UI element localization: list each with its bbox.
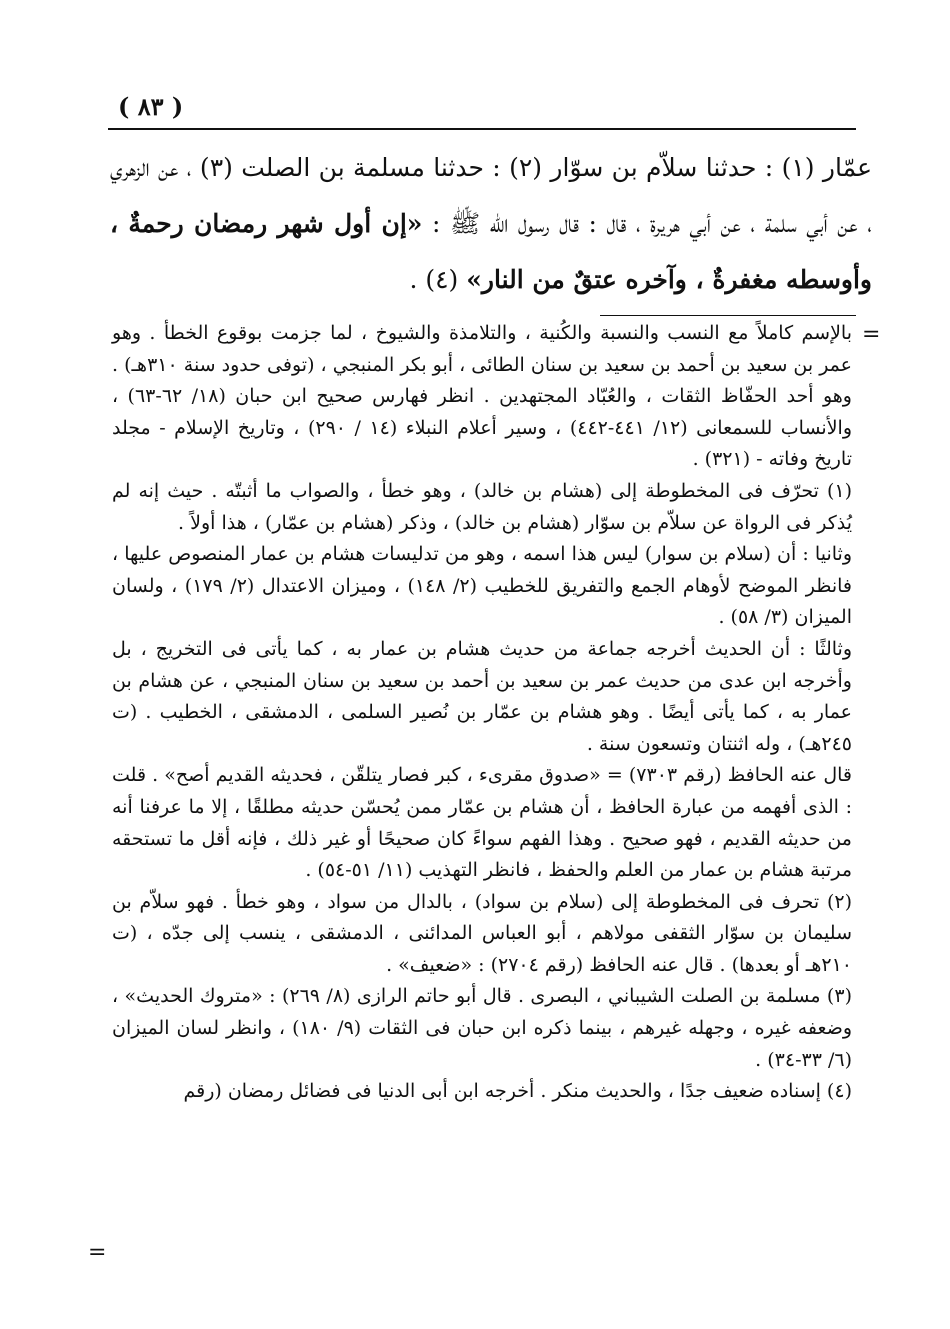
continues-next-page-mark: = — [88, 1240, 107, 1265]
footnote-continuation: بالإسم كاملاً مع النسب والنسبة والكُنية ، والتلامذة والشيوخ ، لما جزمت بوقوع الخطأ . وهو عمر بن سعيد بن أحمد بن سعيد بن سنان الطائى ، أبو بكر المنبجي ، (توفى حدود سنة ٣١٠هـ) . وهو أحد الحفّاظ الثقات ، والعُبّاد المجتهدين . انظر فهارس صحيح ابن حبان (١٨/ ٦٢-٦٣) ، والأنساب للسمعانى (١٢/ ٤٤١-٤٤٢) ، وسير أعلام النبلاء (١٤ / ٢٩٠) ، وتاريخ الإسلام - مجلد تاريخ وفاته - (٣٢١) . — [112, 322, 853, 471]
footnote-1-second: وثانيا : أن (سلام بن سوار) ليس هذا اسمه ، وهو من تدليسات هشام بن عمار المنصوص عليها ، فانظر الموضح لأوهام الجمع والتفريق للخطيب (٢/ ١٤٨) ، وميزان الاعتدال (٢/ ١٧٩) ، ولسان الميزان (٣/ ٥٨) . — [112, 543, 852, 629]
footnotes — [112, 318, 852, 1108]
footnote-2: (٢) تحرف فى المخطوطة إلى (سلام بن سواد) ، بالدال من سواد ، وهو خطأ . فهو سلاّم بن سليمان بن سوّار الثقفى مولاهم ، أبو العباس المدائنى ، الدمشقى ، ينسب إلى جدّه ، (ت ٢١٠هـ أو بعدها) . قال عنه الحافظ (رقم ٢٧٠٤) : «ضعيف» . — [112, 890, 852, 976]
main-paragraph — [110, 140, 872, 308]
footnote-4: (٤) إسناده ضعيف جدًا ، والحديث منكر . أخرجه ابن أبى الدنيا فى فضائل رمضان (رقم — [183, 1080, 852, 1103]
header-rule — [108, 128, 856, 130]
footnote-rule — [600, 315, 856, 316]
continued-from-previous-mark: = — [862, 322, 881, 347]
footnote-3: (٣) مسلمة بن الصلت الشيباني ، البصرى . قال أبو حاتم الرازى (٨/ ٢٦٩) : «متروك الحديث» ، وضعفه غيره ، وجهله غيرهم ، بينما ذكره ابن حبان فى الثقات (٩/ ١٨٠) ، وانظر لسان الميزان (٦/ ٣٣-٣٤) . — [112, 985, 852, 1071]
page-number: ( ٨٣ ) — [118, 92, 184, 121]
footnote-1-fourth: قال عنه الحافظ (رقم ٧٣٠٣) = «صدوق مقرىء ، كبر فصار يتلقّن ، فحديثه القديم أصح» . قلت : الذى أفهمه من عبارة الحافظ ، أن هشام بن عمّار ممن يُحسّن حديثه مطلقًا ، إلا ما عرفنا أنه من حديثه القديم ، فهو صحيح . وهذا الفهم سواءً كان صحيحًا أو غير ذلك ، فإنه أقل ما تستحقه مرتبة هشام بن عمار من العلم والحفظ ، فانظر التهذيب (١١/ ٥١-٥٤) . — [112, 764, 852, 882]
hadith-footnote-ref: (٤) . — [409, 265, 459, 294]
main-text — [110, 140, 872, 308]
isnad-text: عمّار (١) : حدثنا سلاّم بن سوّار (٢) : حدثنا مسلمة بن الصلت (٣) ، عن الزهري ، عن أبي سلمة ، عن أبي هريرة ، قال : قال رسول الله ﷺ : — [110, 153, 872, 238]
hadith-text: «إن أول شهر رمضان رحمةٌ ، وأوسطه مغفرةٌ ، وآخره عتقٌ من النار» — [110, 209, 872, 294]
footnote-1-third: وثالثًا : أن الحديث أخرجه جماعة من حديث هشام بن عمار به ، كما يأتى فى التخريج ، بل وأخرجه ابن عدى من حديث عمر بن سعيد بن أحمد بن سعيد بن سنان المنبجي ، عن هشام بن عمار به ، كما يأتى أيضًا . وهو هشام بن عمّار بن نُصير السلمى ، الدمشقى ، الخطيب . (ت ٢٤٥هـ) ، وله اثنتان وتسعون سنة . — [112, 637, 852, 755]
footnote-1: (١) تحرّف فى المخطوطة إلى (هشام بن خالد) ، وهو خطأ ، والصواب ما أثبتّه . حيث إنه لم يُذكر فى الرواة عن سلاّم بن سوّار (هشام بن خالد) ، وذكر (هشام بن عمّار) ، هذا أولاً . — [112, 479, 852, 534]
